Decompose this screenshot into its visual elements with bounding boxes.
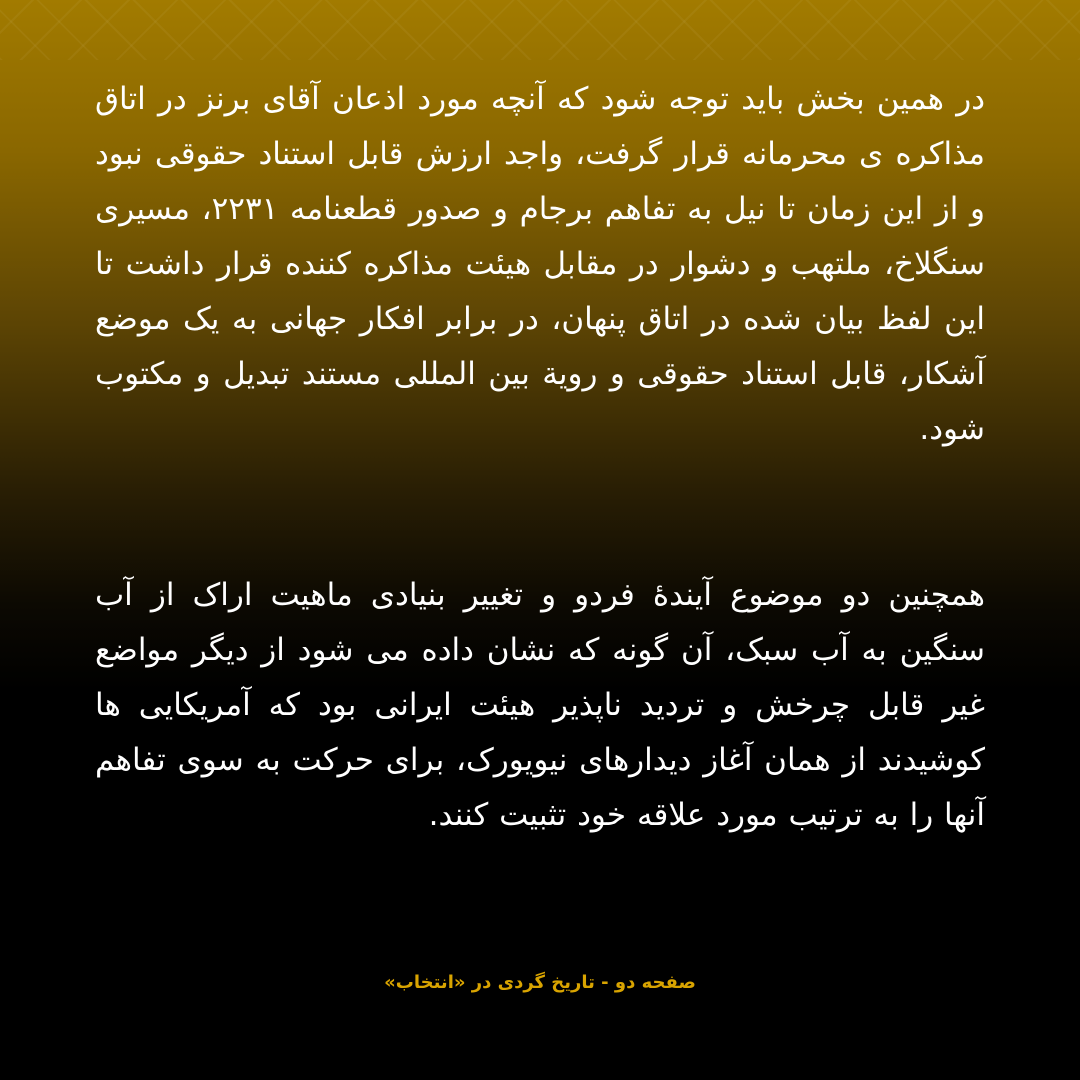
paragraph-1: در همین بخش باید توجه شود که آنچه مورد اذعان آقای برنز در اتاق مذاکره ی محرمانه قرار گرفت، واجد ارزش قابل استناد حقوقی نبود و از این زمان تا نیل به تفاهم برجام و صدور قطعنامه ۲۲۳۱، مسیری سنگلاخ، ملتهب و دشوار در مقابل هیئت مذاکره کننده قرار داشت تا این لفظ بیان شده در اتاق پنهان، در برابر افکار جهانی به یک موضع آشکار، قابل استناد حقوقی و رویة بین المللی مستند تبدیل و مکتوب شود.: [95, 81, 985, 447]
decorative-pattern: [0, 0, 1080, 60]
paragraph-2: همچنین دو موضوع آیندۀ فردو و تغییر بنیادی ماهیت اراک از آب سنگین به آب سبک، آن گونه که نشان داده می شود از دیگر مواضع غیر قابل چرخش و تردید ناپذیر هیئت ایرانی بود که آمریکایی ها کوشیدند از همان آغاز دیدارهای نیویورک، برای حرکت به سوی تفاهم آنها را به ترتیب مورد علاقه خود تثبیت کنند.: [95, 577, 985, 833]
page-footer: صفحه دو - تاریخ گردی در «انتخاب»: [384, 972, 696, 993]
